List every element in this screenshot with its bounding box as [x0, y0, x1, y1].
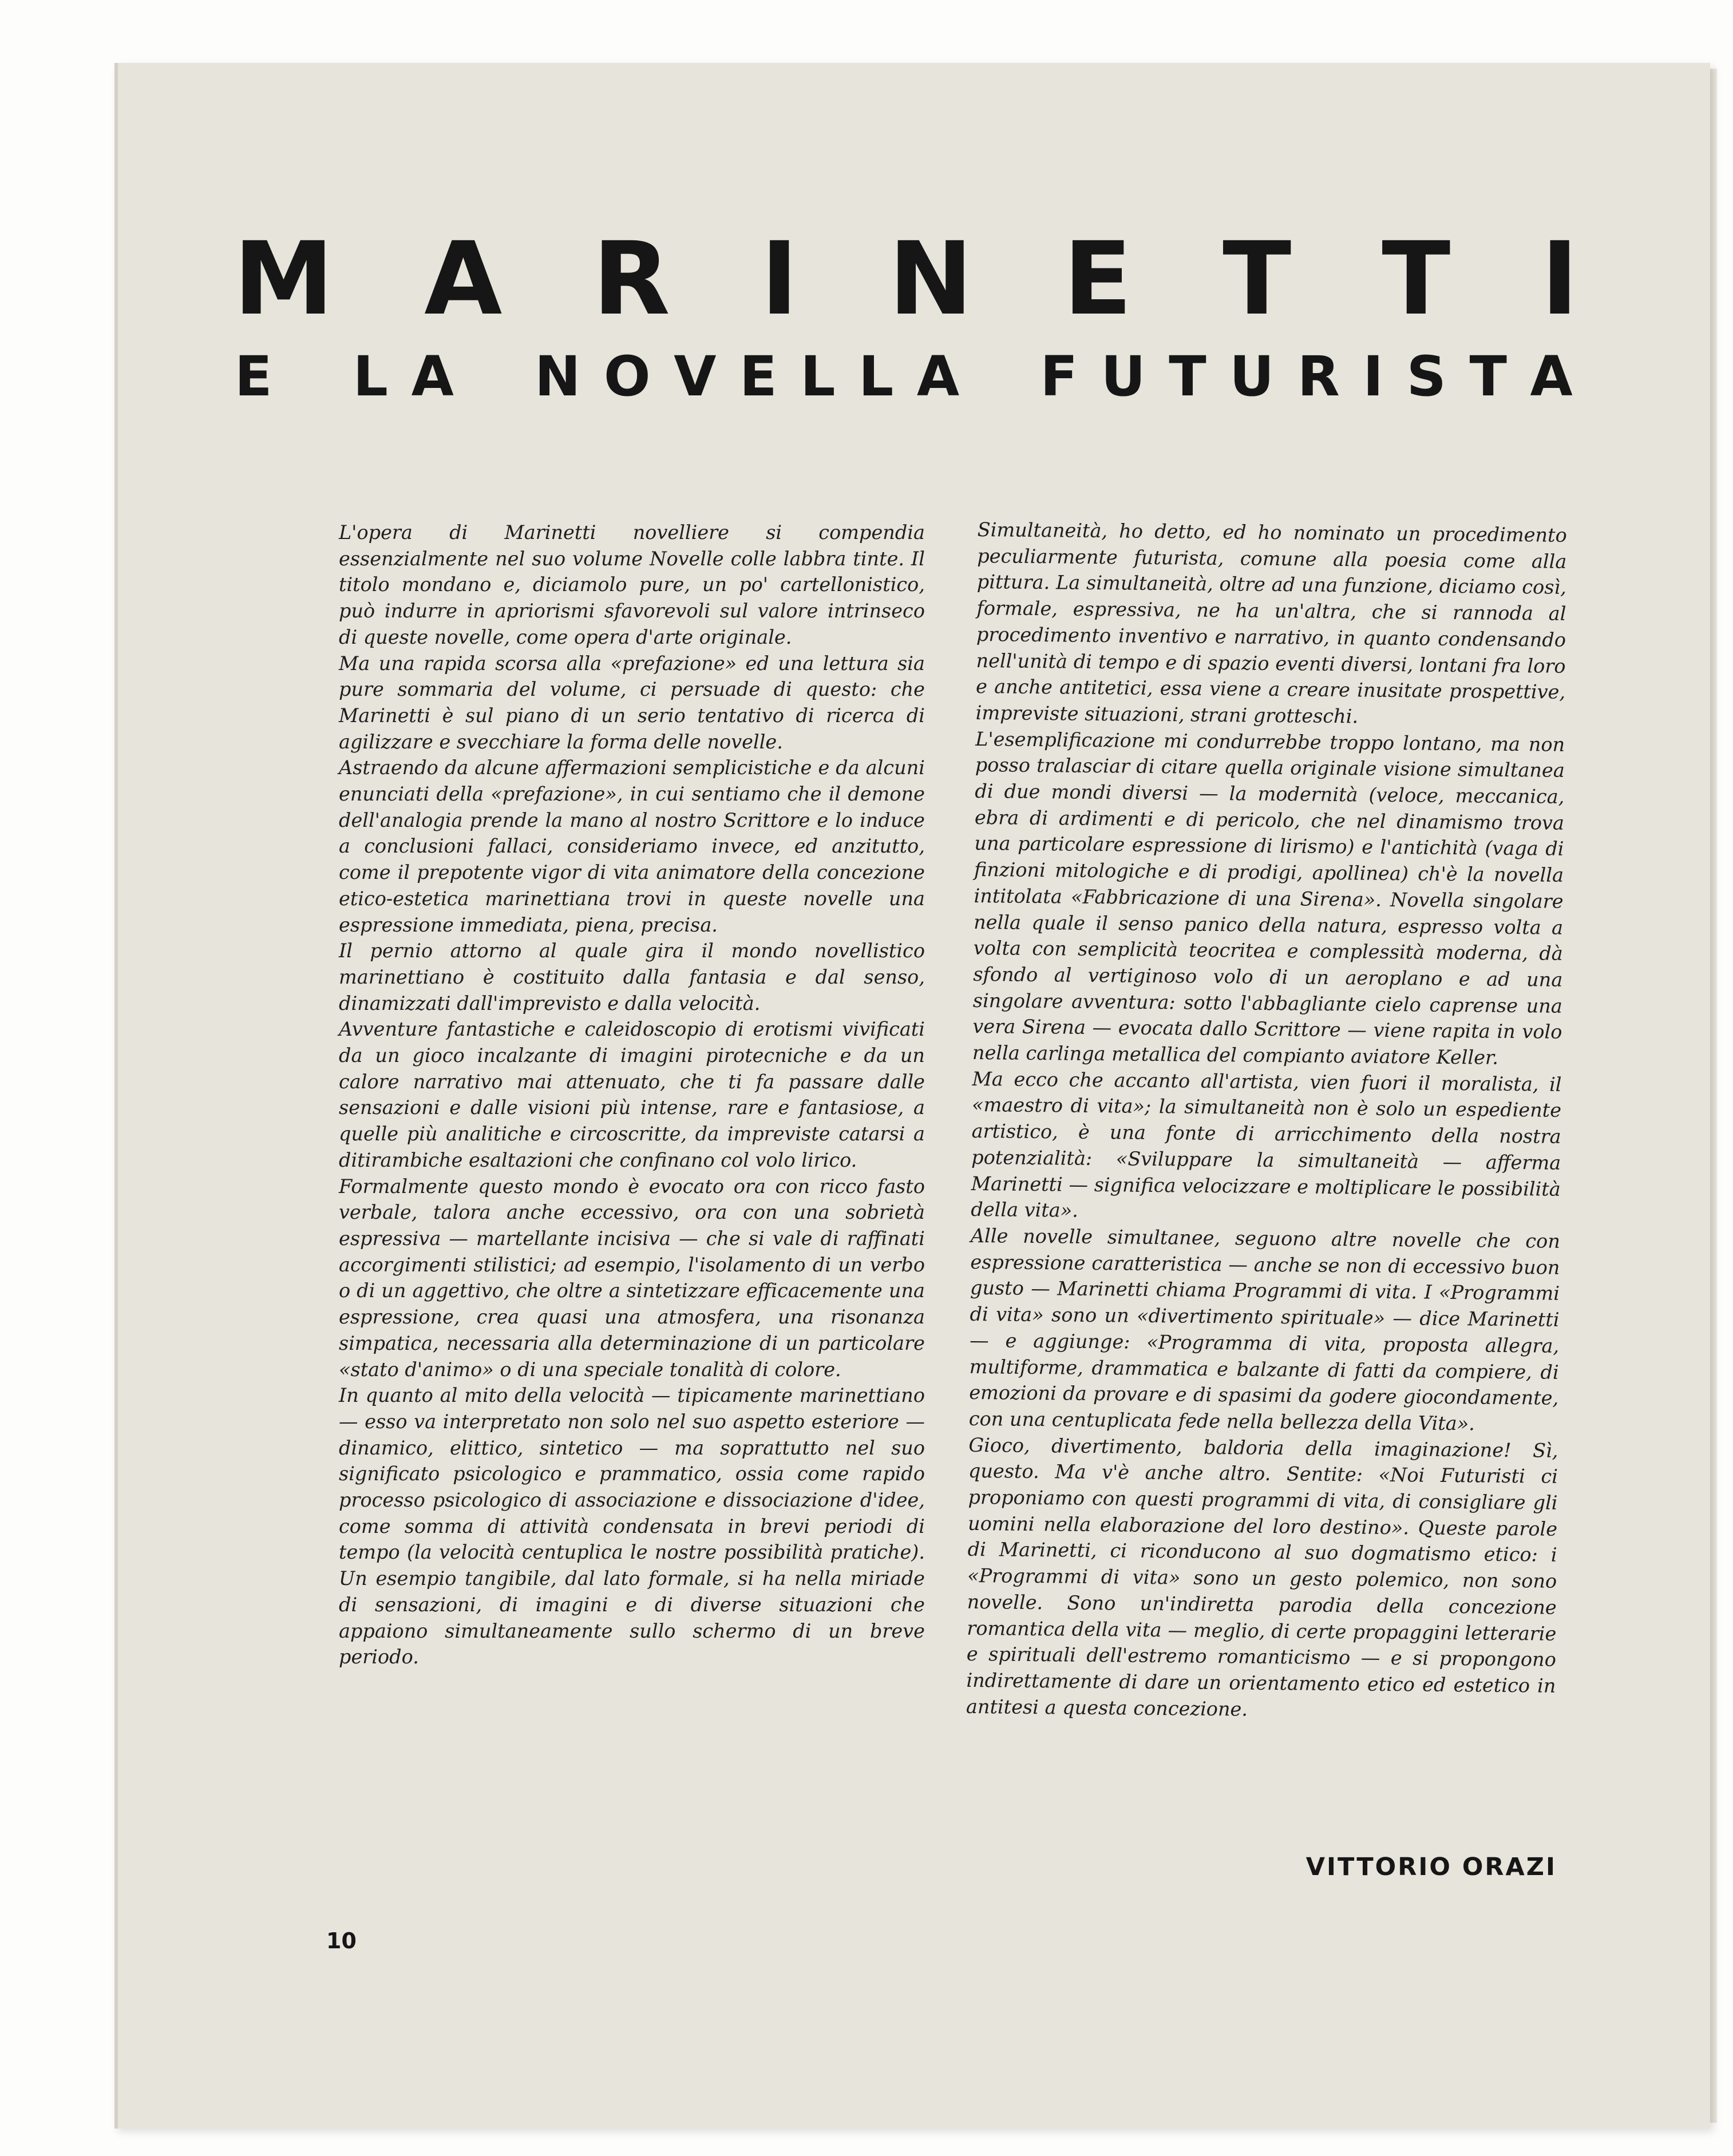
- page-number: 10: [326, 1928, 357, 1953]
- title-letter: T: [1222, 220, 1292, 338]
- word-gap: [295, 349, 330, 404]
- subtitle-letter: T: [1469, 344, 1507, 409]
- subtitle-letter: A: [916, 344, 960, 409]
- paragraph: Avventure fantastiche e caleidoscopio di erotismi vivificati da un gioco incalzante di imagini pirotecniche e da un calore narrativo mai attenuato, che ti fa passare dalle sensazioni e dalle visioni più intense, rare e fantasiose, a quelle più analitiche e circoscritte, da impreviste catarsi a ditirambiche esaltazioni che confinano col volo lirico.: [339, 1018, 925, 1171]
- subtitle-letter: S: [1406, 344, 1446, 409]
- word-gap: [983, 349, 1017, 404]
- subtitle-letter: U: [1101, 344, 1146, 409]
- subtitle-letter: F: [1040, 344, 1078, 409]
- author-signature: VITTORIO ORAZI: [1305, 1853, 1557, 1881]
- title-letter: I: [1541, 220, 1578, 338]
- paragraph: L'esemplificazione mi condurrebbe troppo lontano, ma non posso tralasciar di citare quella originale visione simultanea di due mondi diversi — la modernità (veloce, meccanica, ebra di ardimenti e di pericolo, che nel dinamismo trova una particolare espressione di lirismo) e l'antichità (vaga di finzioni mitologiche e di prodigi, apollinea) ch'è la novella intitolata «Fabbricazione di una Sirena». Novella singolare nella quale il senso panico della natura, espresso volta a volta con semplicità teocritea e complessità moderna, dà sfondo al vertiginoso volo di un aeroplano e ad una singolare avventura: sotto l'abbagliante cielo caprense una vera Sirena — evocata dallo Scrittore — viene rapita in volo nella carlinga metallica del compianto aviatore Keller.: [972, 727, 1565, 1069]
- paragraph: Ma ecco che accanto all'artista, vien fuori il moralista, il «maestro di vita»; la simultaneità non è solo un espediente artistico, è una fonte di arricchimento della nostra potenzialità: «Sviluppare la simultaneità — afferma Marinetti — significa velocizzare e moltiplicare le possibilità della vita».: [971, 1067, 1562, 1222]
- paragraph: Ma una rapida scorsa alla «prefazione» ed una lettura sia pure sommaria del volume, ci persuade di questo: che Marinetti è sul piano di un serio tentativo di ricerca di agilizzare e svecchiare la forma delle novelle.: [339, 652, 925, 753]
- subtitle-letter: L: [800, 344, 836, 409]
- subtitle-letter: I: [1363, 344, 1384, 409]
- paragraph: Astraendo da alcune affermazioni semplicistiche e da alcuni enunciati della «prefazione», in cui sentiamo che il demone dell'analogia prende la mano al nostro Scrittore e lo induce a conclusioni fallaci, consideriamo invece, ed anzitutto, come il prepotente vigor di vita animatore della concezione etico-estetica marinettiana trovi in queste novelle una espressione immediata, piena, precisa.: [339, 756, 925, 936]
- article-subtitle: [235, 344, 1573, 409]
- subtitle-letter: L: [353, 344, 388, 409]
- paragraph: Formalmente questo mondo è evocato ora con ricco fasto verbale, talora anche eccessivo, ora con una sobrietà espressiva — martellante incisiva — che si vale di raffinati accorgimenti stilistici; ad esempio, l'isolamento di un verbo o di un aggettivo, che oltre a sintetizzare efficacemente una espressione, crea quasi una atmosfera, una risonanza simpatica, necessaria alla determinazione di un particolare «stato d'animo» o di una speciale tonalità di colore.: [339, 1175, 925, 1381]
- paragraph: L'opera di Marinetti novelliere si compendia essenzialmente nel suo volume Novelle colle labbra tinte. Il titolo mondano e, diciamolo pure, un po' cartellonistico, può indurre in apriorismi sfavorevoli sul valore intrinseco di queste novelle, come opera d'arte originale.: [339, 521, 925, 648]
- subtitle-letter: N: [535, 344, 581, 409]
- subtitle-letter: E: [235, 344, 272, 409]
- paragraph: Alle novelle simultanee, seguono altre novelle che con espressione caratteristica — anche se non di eccessivo buon gusto — Marinetti chiama Programmi di vita. I «Programmi di vita» sono un «divertimento spirituale» — dice Marinetti — e aggiunge: «Programma di vita, proposta allegra, multiforme, drammatica e balzante di fatti da compiere, di emozioni da provare e di spasimi da godere giocondamente, con una centuplicata fede nella bellezza della Vita».: [968, 1224, 1561, 1435]
- subtitle-letter: E: [739, 344, 777, 409]
- subtitle-letter: V: [674, 344, 717, 409]
- title-letter: T: [1382, 220, 1451, 338]
- paragraph: Gioco, divertimento, baldoria della imaginazione! Sì, questo. Ma v'è anche altro. Sentite: «Noi Futuristi ci proponiamo con questi programmi di vita, di consigliare gli uomini nella elaborazione del loro destino». Queste parole di Marinetti, ci riconducono al suo dogmatismo etico: i «Programmi di vita» sono un gesto polemico, non sono novelle. Sono un'indiretta parodia della concezione romantica della vita — meglio, di certe propaggini letterarie e spirituali dell'estremo romanticismo — e si propongono indirettamente di dare un orientamento etico ed estetico in antitesi a questa concezione.: [966, 1433, 1558, 1721]
- paragraph: Il pernio attorno al quale gira il mondo novellistico marinettiano è costituito dalla fantasia e dal senso, dinamizzati dall'imprevisto e dalla velocità.: [339, 940, 925, 1014]
- subtitle-letter: T: [1169, 344, 1206, 409]
- paragraph: In quanto al mito della velocità — tipicamente marinettiano — esso va interpretato non solo nel suo aspetto esteriore — dinamico, elittico, sintetico — ma soprattutto nel suo significato psicologico e prammatico, ossia come rapido processo psicologico di associazione e dissociazione d'idee, come somma di attività condensata in brevi periodi di tempo (la velocità centuplica le nostre possibilità pratiche). Un esempio tangibile, dal lato formale, si ha nella miriade di sensazioni, di imagini e di diverse situazioni che appaiono simultaneamente sullo schermo di un breve periodo.: [339, 1384, 925, 1668]
- subtitle-letter: U: [1229, 344, 1275, 409]
- subtitle-letter: R: [1297, 344, 1340, 409]
- title-letter: N: [888, 220, 973, 338]
- article-title: [234, 220, 1578, 338]
- subtitle-letter: A: [411, 344, 454, 409]
- paragraph: Simultaneità, ho detto, ed ho nominato un procedimento peculiarmente futurista, comune alla poesia come alla pittura. La simultaneità, oltre ad una funzione, diciamo così, formale, espressiva, ne ha un'altra, che si rannoda al procedimento inventivo e narrativo, in quanto condensando nell'unità di tempo e di spazio eventi diversi, lontani fra loro e anche antitetici, essa viene a creare inusitate prospettive, impreviste situazioni, strani grotteschi.: [975, 518, 1567, 728]
- title-letter: E: [1063, 220, 1133, 338]
- title-letter: M: [234, 220, 334, 338]
- title-letter: A: [424, 220, 503, 338]
- title-letter: R: [592, 220, 670, 338]
- text-column-right: [966, 517, 1567, 1725]
- subtitle-letter: L: [858, 344, 894, 409]
- word-gap: [477, 349, 511, 404]
- title-letter: I: [761, 220, 798, 338]
- text-column-left: [339, 520, 925, 1670]
- subtitle-letter: O: [604, 344, 651, 409]
- subtitle-letter: A: [1530, 344, 1573, 409]
